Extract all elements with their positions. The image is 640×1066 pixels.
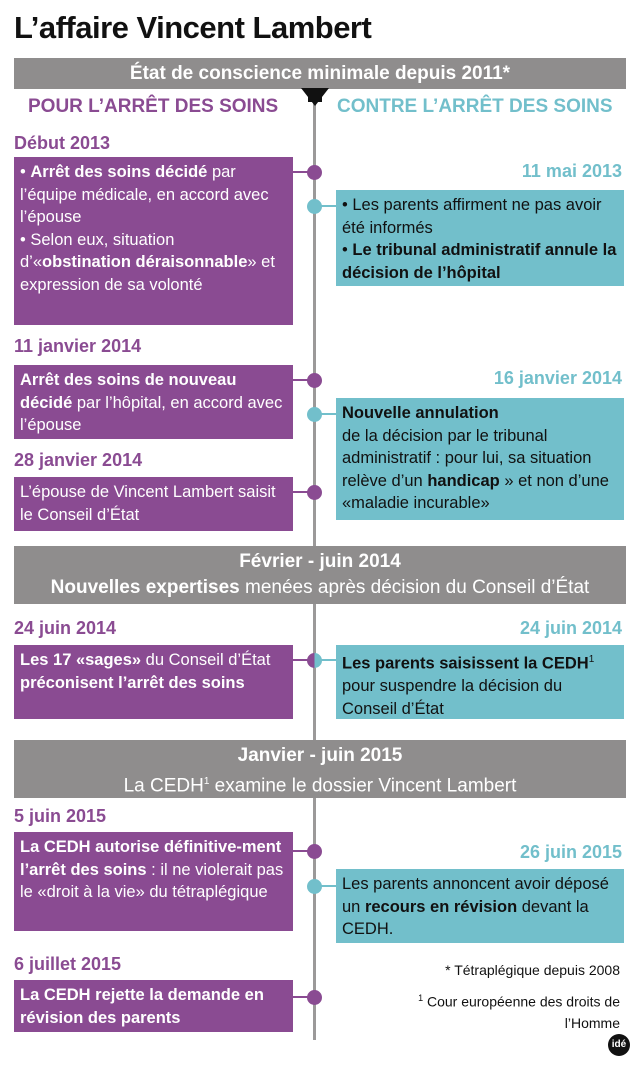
event-text: pour suspendre la décision du Conseil d’État <box>342 677 563 718</box>
timeline-dot <box>307 844 322 859</box>
event-box-11-janvier-2014 <box>14 365 293 439</box>
date-6-juillet-2015: 6 juillet 2015 <box>14 954 122 974</box>
event-bold: La CEDH rejette la demande en révision des parents <box>20 986 264 1027</box>
date-24-juin-2014-pour: 24 juin 2014 <box>14 618 117 638</box>
event-bold: La CEDH autorise définitive-ment l’arrêt des soins <box>20 838 282 879</box>
event-text: devant la CEDH. <box>342 897 589 938</box>
band-text: menées après décision du Conseil d’État <box>239 577 590 598</box>
event-text: Les parents annoncent avoir déposé un <box>342 875 609 916</box>
timeline-dot <box>307 407 322 422</box>
event-text: Les parents affirment ne pas avoir été informés <box>342 196 602 237</box>
event-text: du Conseil d’État <box>141 651 271 669</box>
ide-logo: idé <box>608 1034 630 1056</box>
date-11-janvier-2014: 11 janvier 2014 <box>14 336 142 356</box>
event-item: • Les parents affirment ne pas avoir été informés <box>342 196 602 237</box>
event-item: • Arrêt des soins décidé par l’équipe médicale, en accord avec l’épouse <box>20 163 269 226</box>
date-28-janvier-2014: 28 janvier 2014 <box>14 450 143 470</box>
event-bold: Arrêt des soins de nouveau décidé <box>20 371 237 412</box>
band-description <box>14 769 626 798</box>
date-5-juin-2015: 5 juin 2015 <box>14 806 107 826</box>
event-text: par l’hôpital, en accord avec l’épouse <box>20 393 283 434</box>
event-box-24-juin-2014-pour <box>14 645 293 719</box>
footnote-text: Cour européenne des droits de l’Homme <box>423 993 620 1031</box>
event-text: » et non d’une «maladie incurable» <box>342 471 609 512</box>
event-bold: Les 17 «sages» <box>20 651 142 669</box>
band-etat-conscience: État de conscience minimale depuis 2011* <box>14 58 626 89</box>
band-text: La CEDH <box>123 775 204 797</box>
event-item: • Selon eux, situation d’«obstination déraisonnable» et expression de sa volonté <box>20 230 275 294</box>
timeline-dot <box>307 990 322 1005</box>
event-text: par l’équipe médicale, en accord avec l’épouse <box>20 163 269 226</box>
band-text: examine le dossier Vincent Lambert <box>209 775 517 797</box>
event-box-6-juillet-2015 <box>14 980 293 1032</box>
timeline-dot <box>307 879 322 894</box>
arrow-down-icon <box>301 88 329 106</box>
footnote-ref: 1 <box>418 993 424 1003</box>
timeline-dot <box>307 373 322 388</box>
timeline-dot <box>307 485 322 500</box>
event-bold: Les parents saisissent la CEDH <box>342 654 589 673</box>
event-text: » et expression de sa volonté <box>20 253 275 294</box>
timeline-dot <box>307 199 322 214</box>
event-bold: préconisent l’arrêt des soins <box>20 673 245 692</box>
band-janvier-juin-2015 <box>14 740 626 798</box>
event-text: : il ne violerait pas le «droit à la vie» du tétraplégique <box>20 860 284 901</box>
date-26-juin-2015: 26 juin 2015 <box>519 842 622 862</box>
footnote-ref: 1 <box>588 654 595 665</box>
event-bold: Arrêt des soins décidé <box>30 163 208 181</box>
band-date <box>14 546 626 575</box>
band-fevrier-juin-2014 <box>14 546 626 604</box>
timeline-dot <box>307 653 322 668</box>
date-11-mai-2013: 11 mai 2013 <box>521 161 622 181</box>
date-16-janvier-2014: 16 janvier 2014 <box>493 368 622 388</box>
date-24-juin-2014-contre: 24 juin 2014 <box>519 618 622 638</box>
timeline-dot <box>307 165 322 180</box>
event-item: • Le tribunal administratif annule la décision de l’hôpital <box>342 241 617 282</box>
event-bold: Le tribunal administratif annule la décision de l’hôpital <box>342 241 617 282</box>
band-date-text: Février - juin 2014 <box>239 551 401 572</box>
event-box-24-juin-2014-contre <box>336 645 624 719</box>
event-bold: Nouvelle annulation <box>342 404 499 422</box>
event-box-5-juin-2015 <box>14 832 293 931</box>
event-text: Selon eux, situation d’« <box>20 230 175 271</box>
event-bold: obstination déraisonnable <box>42 253 248 271</box>
column-header-contre: CONTRE L’ARRÊT DES SOINS <box>337 96 613 117</box>
event-bold: handicap <box>427 471 500 490</box>
event-box-26-juin-2015 <box>336 869 624 943</box>
page-title: L’affaire Vincent Lambert <box>14 10 372 45</box>
event-bold: recours en révision <box>364 897 518 916</box>
band-bold: Nouvelles expertises <box>50 577 240 598</box>
band-description <box>14 575 626 604</box>
footnote-ref: 1 <box>203 776 210 787</box>
event-box-11-mai-2013 <box>336 190 624 286</box>
band-date-text: Janvier - juin 2015 <box>237 745 403 766</box>
event-text: de la décision par le tribunal administratif : pour lui, sa situation relève d’un <box>342 426 592 490</box>
column-header-pour: POUR L’ARRÊT DES SOINS <box>28 96 279 117</box>
event-box-debut-2013 <box>14 157 293 325</box>
band-date <box>14 740 626 769</box>
event-box-16-janvier-2014 <box>336 398 624 520</box>
footnote-star: * Tétraplégique depuis 2008 <box>445 962 620 978</box>
footnote-1 <box>400 988 620 1034</box>
date-debut-2013: Début 2013 <box>14 133 111 153</box>
event-box-28-janvier-2014 <box>14 477 293 531</box>
event-text: L’épouse de Vincent Lambert saisit le Conseil d’État <box>20 483 276 524</box>
